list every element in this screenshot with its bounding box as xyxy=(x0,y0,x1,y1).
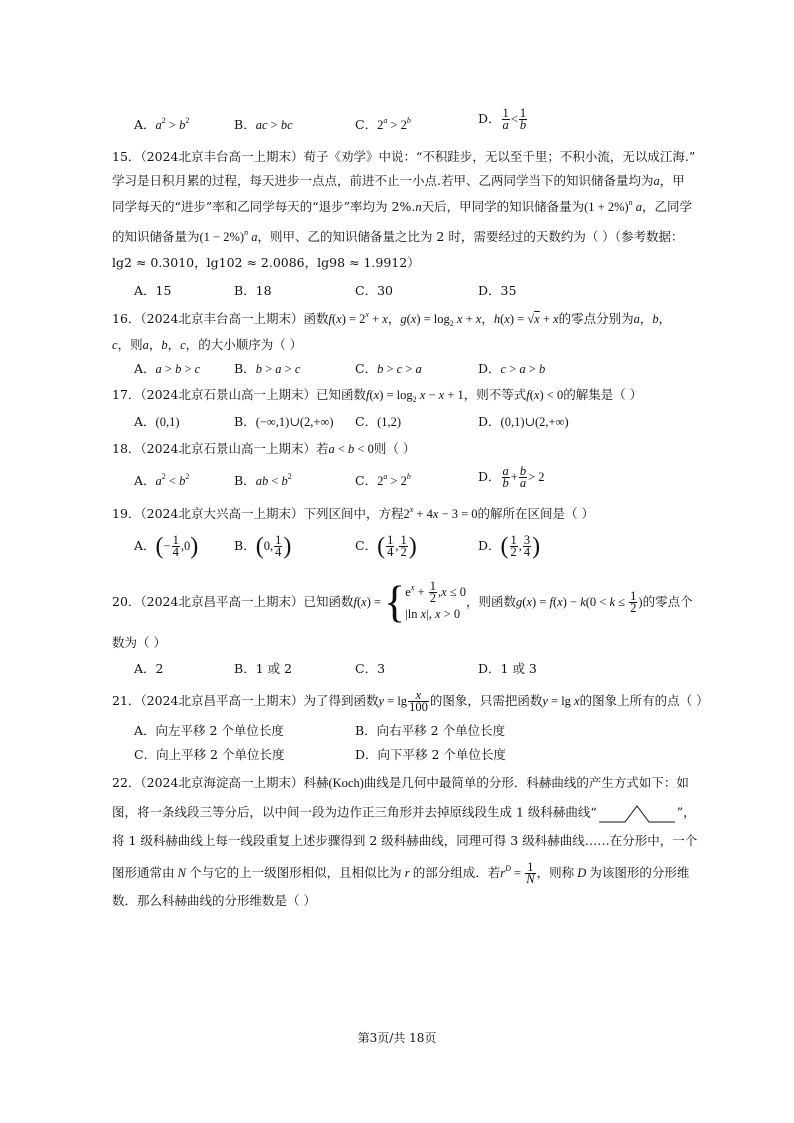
q20-line-1: 20．（2024北京昌平高一上期末）已知函数f(x) = { $e^x$ + $\frac{1}{2}$ ,x ≤ 0 |ln x|, x > 0 ，则函数g(x) = f(x) − k(0 < k ≤ $\frac{1}{2}$ )的零点个 xyxy=(112,577,693,627)
q22-line-2: 图，将一条线段三等分后，以中间一段为边作正三角形并去掉原线段生成 1 级科赫曲线“ ”， xyxy=(112,802,696,824)
q17-option-d: D．(0,1)∪(2,+∞) xyxy=(478,414,569,429)
q16-option-b: B．b > a > c xyxy=(234,361,301,376)
q16-option-a: A．a > b > c xyxy=(134,361,201,376)
q19-option-a: A．(− $\frac{1}{4}$ ,0) xyxy=(134,533,199,560)
page-footer: 第3页/共 18页 xyxy=(357,1031,437,1045)
koch-curve-level1-icon xyxy=(597,802,677,824)
q15-line-4: 的知识储备量为$(1 - 2\%)^n$ a，则甲、乙的知识储备量之比为 2 时，需要经过的天数约为（ ）（参考数据： xyxy=(112,228,684,244)
q15-line-3: 同学每天的“进步”率和乙同学每天的“退步”率均为 2%.n天后，甲同学的知识储备量为$(1 + 2\%)^n$ a，乙同学 xyxy=(112,198,693,214)
q20-line-2: 数为（ ） xyxy=(112,635,166,650)
q19-option-d: D．( $\frac{1}{2}$ , $\frac{3}{4}$ ) xyxy=(478,533,541,560)
q17-option-c: C．(1,2) xyxy=(355,414,402,429)
q19-line-1: 19．（2024北京大兴高一上期末）下列区间中，方程$2^x + 4x - 3 = 0$的解所在区间是（ ） xyxy=(112,505,594,521)
q20-option-d: D．1 或 3 xyxy=(478,661,537,676)
q22-line-5: 数．那么科赫曲线的分形维数是（ ） xyxy=(112,893,316,908)
q14-option-a: A．$a^2 > b^2$ xyxy=(134,116,190,132)
q15-line-2: 学习是日积月累的过程，每天进步一点点，前进不止一小点.若甲、乙两同学当下的知识储备量均为a，甲 xyxy=(112,173,685,188)
q14-option-b: B．ac > bc xyxy=(234,117,293,132)
q15-option-b: B．18 xyxy=(234,283,272,298)
q15-option-c: C．30 xyxy=(355,283,393,298)
q15-option-a: A．15 xyxy=(134,283,172,298)
q21-option-c: C．向上平移 2 个单位长度 xyxy=(134,747,285,762)
q19-option-c: C．( $\frac{1}{4}$ , $\frac{1}{2}$ ) xyxy=(355,533,417,560)
q18-option-d: D． $\frac{a}{b}$ + $\frac{b}{a}$ > 2 xyxy=(478,464,545,490)
q16-option-d: D．c > a > b xyxy=(478,361,546,376)
q20-option-c: C．3 xyxy=(355,661,386,676)
q17-option-a: A．(0,1) xyxy=(134,414,180,429)
q14-option-c: C．$2^a > 2^b$ xyxy=(355,116,411,132)
q16-option-c: C．b > c > a xyxy=(355,361,422,376)
q22-line-1: 22．（2024北京海淀高一上期末）科赫(Koch)曲线是几何中最简单的分形．科赫曲线的产生方式如下：如 xyxy=(112,775,689,790)
q15-option-d: D．35 xyxy=(478,283,517,298)
q15-line-5: lg2 ≈ 0.3010，lg102 ≈ 2.0086，lg98 ≈ 1.9912） xyxy=(112,255,420,270)
q21-option-b: B．向右平移 2 个单位长度 xyxy=(355,723,506,738)
q19-option-b: B．(0, $\frac{1}{4}$ ) xyxy=(234,533,292,560)
q22-line-4: 图形通常由 N 个与它的上一级图形相似，且相似比为 r 的部分组成．若$r^D$ = $\frac{1}{N}$ ，则称 D 为该图形的分形维 xyxy=(112,860,690,886)
q14-option-d: D． $\frac{1}{a}$ < $\frac{1}{b}$ xyxy=(478,106,527,132)
q21-option-a: A．向左平移 2 个单位长度 xyxy=(134,723,284,738)
q22-line-3: 将 1 级科赫曲线上每一线段重复上述步骤得到 2 级科赫曲线，同理可得 3 级科赫曲线……在分形中，一个 xyxy=(112,833,698,848)
q16-line-1: 16．（2024北京丰台高一上期末）函数$f(x) = 2^x + x$，$g(x) = \log_2 x + x$，h(x) = √x + x的零点分别为a，b， xyxy=(112,310,672,328)
q21-line-1: 21．（2024北京昌平高一上期末）为了得到函数y = lg $\frac{x}{100}$ 的图象，只需把函数y = lg x的图象上所有的点（ ） xyxy=(112,688,709,714)
q18-option-c: C．$2^a > 2^b$ xyxy=(355,472,411,488)
q15-line-1: 15．（2024北京丰台高一上期末）荀子《劝学》中说：“不积跬步，无以至千里；不积小流，无以成江海.” xyxy=(112,149,696,164)
q18-option-a: A．$a^2 < b^2$ xyxy=(134,472,190,488)
q20-option-b: B．1 或 2 xyxy=(234,661,293,676)
q18-option-b: B．ab < $b^2$ xyxy=(234,472,292,488)
q17-option-b: B．(−∞,1)∪(2,+∞) xyxy=(234,414,334,429)
q18-line-1: 18．（2024北京石景山高一上期末）若a < b < 0则（ ） xyxy=(112,441,416,456)
q21-option-d: D．向下平移 2 个单位长度 xyxy=(355,747,506,762)
q16-line-2: c，则a，b，c，的大小顺序为（ ） xyxy=(112,337,303,352)
q20-option-a: A．2 xyxy=(134,661,164,676)
q17-line-1: 17．（2024北京石景山高一上期末）已知函数$f(x) = \log_2 x - x + 1$，则不等式f(x) < 0的解集是（ ） xyxy=(112,387,643,404)
